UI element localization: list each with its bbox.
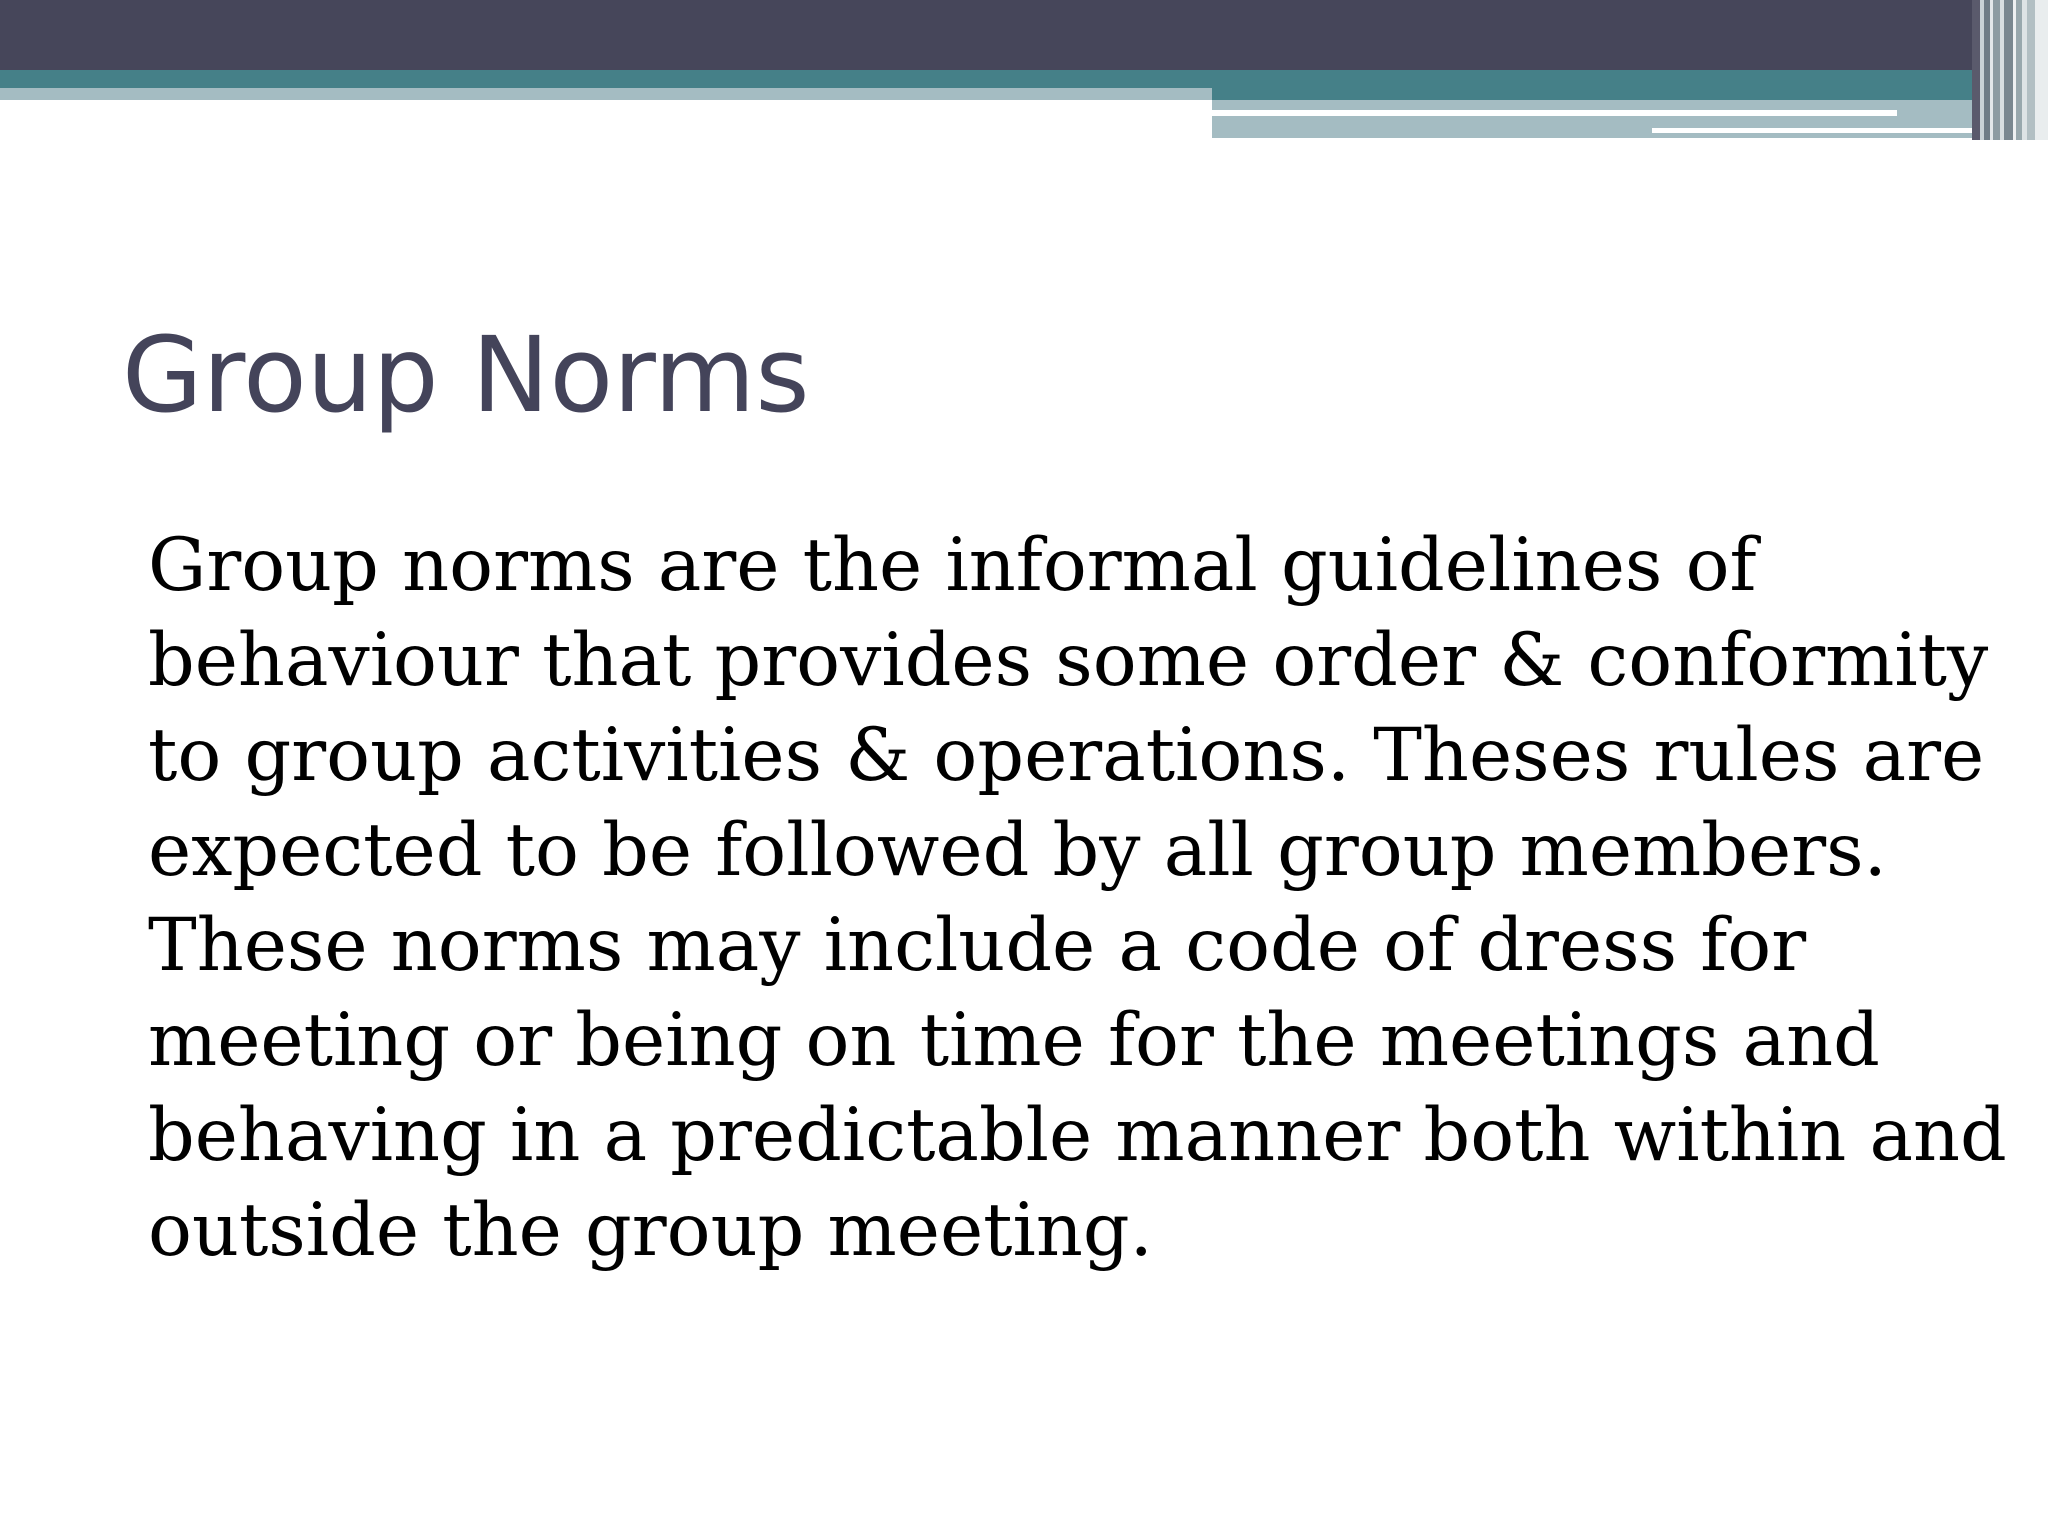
- body-line: These norms may include a code of dress for: [148, 903, 1807, 988]
- slide-title: Group Norms: [122, 314, 810, 436]
- body-line: meeting or being on time for the meetings and: [148, 998, 1880, 1083]
- body-line: expected to be followed by all group members.: [148, 808, 1887, 893]
- header-light-band: [0, 88, 1212, 100]
- header-teal-band: [0, 70, 2048, 88]
- header-dark-band: [0, 0, 2048, 70]
- header-accent-line: [1212, 110, 1897, 116]
- body-line: outside the group meeting.: [148, 1188, 1153, 1273]
- body-line: behaving in a predictable manner both within and: [148, 1093, 2007, 1178]
- header-stripes-decoration: [1972, 0, 2048, 140]
- header-accent-line-short: [1652, 128, 1972, 133]
- body-line: to group activities & operations. Theses rules are: [148, 713, 1985, 798]
- header-teal-band-right: [1212, 88, 1972, 100]
- body-line: behaviour that provides some order & conformity: [148, 618, 1989, 703]
- slide-body: [148, 518, 2007, 1278]
- body-line: Group norms are the informal guidelines of: [148, 523, 1757, 608]
